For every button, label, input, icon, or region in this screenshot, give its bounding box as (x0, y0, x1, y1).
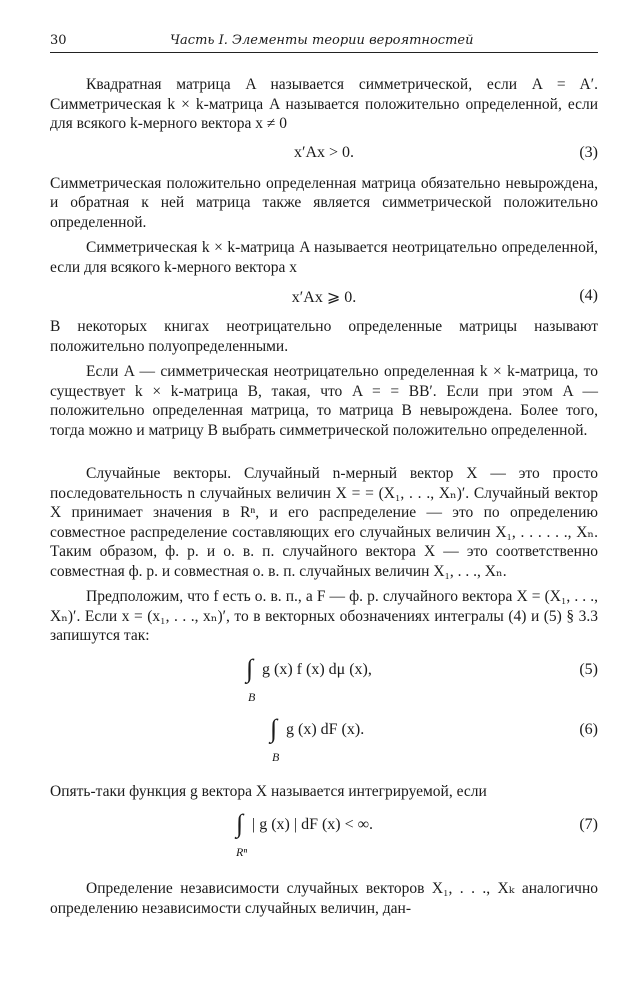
equation-6 (50, 714, 598, 772)
equation-5-body: g (x) f (x) dμ (x), (262, 660, 372, 678)
equation-7 (50, 809, 598, 867)
equation-3 (50, 140, 598, 168)
integral-domain: Rⁿ (236, 845, 248, 859)
paragraph-vector-integrals: Предположим, что f есть о. в. п., а F — ф. р. случайного вектора X = (X₁, . . ., Xₙ)′. Если x = (x₁, . . ., xₙ)′, то в векторных обозначениях интегралы (4) и (5) § 3.3 запишутся так: (50, 588, 598, 644)
paragraph-vector-independence: Определение независимости случайных векторов X₁, . . ., Xₖ аналогично определению независимости случайных величин, дан- (50, 880, 598, 917)
equation-6-number: (6) (579, 720, 598, 738)
integral-sign: ∫ (246, 653, 254, 683)
equation-7-body: | g (x) | dF (x) < ∞. (252, 816, 374, 833)
integral-domain: B (248, 689, 256, 704)
paragraph-semidefinite-note: В некоторых книгах неотрицательно определенные матрицы называют положительно полуопределенными. (50, 318, 598, 355)
equation-5 (50, 654, 598, 712)
paragraph-integrable-definition: Опять-таки функция g вектора X называется интегрируемой, если (50, 782, 487, 800)
paragraph-nonnegative-definition: Симметрическая k × k-матрица A называется неотрицательно определенной, если для всякого k-мерного вектора x (50, 239, 598, 276)
equation-5-number: (5) (579, 660, 598, 678)
equation-4-number: (4) (579, 287, 598, 304)
integral-sign: ∫ (236, 809, 244, 838)
paragraph-random-vectors: Случайные векторы. Случайный n-мерный вектор X — это просто последовательность n случайных величин X = = (X₁, . . ., Xₙ)′. Случайный вектор X принимает значения в Rⁿ, и его распределение — это по определению совместное распределение составляющих его случайных величин X₁, . . . . . ., Xₙ. Таким образом, ф. р. и о. в. п. случайного вектора X — это соответственно совместная ф. р. и совместная о. в. п. случайных величин X₁, . . ., Xₙ. (50, 465, 598, 580)
integral-domain: B (272, 749, 280, 764)
equation-7-number: (7) (579, 816, 598, 833)
paragraph-symmetric-definition: Квадратная матрица A называется симметрической, если A = A′. Симметрическая k × k-матрица A называется положительно определенной, если для всякого k-мерного вектора x ≠ 0 (50, 76, 598, 132)
book-page (50, 30, 598, 918)
integral-sign: ∫ (270, 713, 278, 743)
paragraph-positive-definite-property: Симметрическая положительно определенная матрица обязательно невырождена, и обратная к ней матрица также является симметрической положительно определенной. (50, 174, 598, 231)
equation-6-body: g (x) dF (x). (286, 720, 365, 738)
equation-4 (50, 283, 598, 311)
page-header (50, 30, 598, 53)
running-title: Часть I. Элементы теории вероятностей (170, 33, 474, 48)
equation-3-number: (3) (579, 143, 598, 161)
equation-4-expression: x′Ax ⩾ 0. (291, 289, 357, 306)
page-number: 30 (50, 33, 67, 48)
paragraph-matrix-decomposition: Если A — симметрическая неотрицательно определенная k × k-матрица, то существует k × k-матрица B, такая, что A = = BB′. Если при этом A — положительно определенная матрица, то матрица B невырождена. Более того, тогда можно и матрицу B выбрать симметрической положительно определенной. (50, 363, 598, 439)
equation-3-expression: x′Ax > 0. (293, 143, 355, 161)
